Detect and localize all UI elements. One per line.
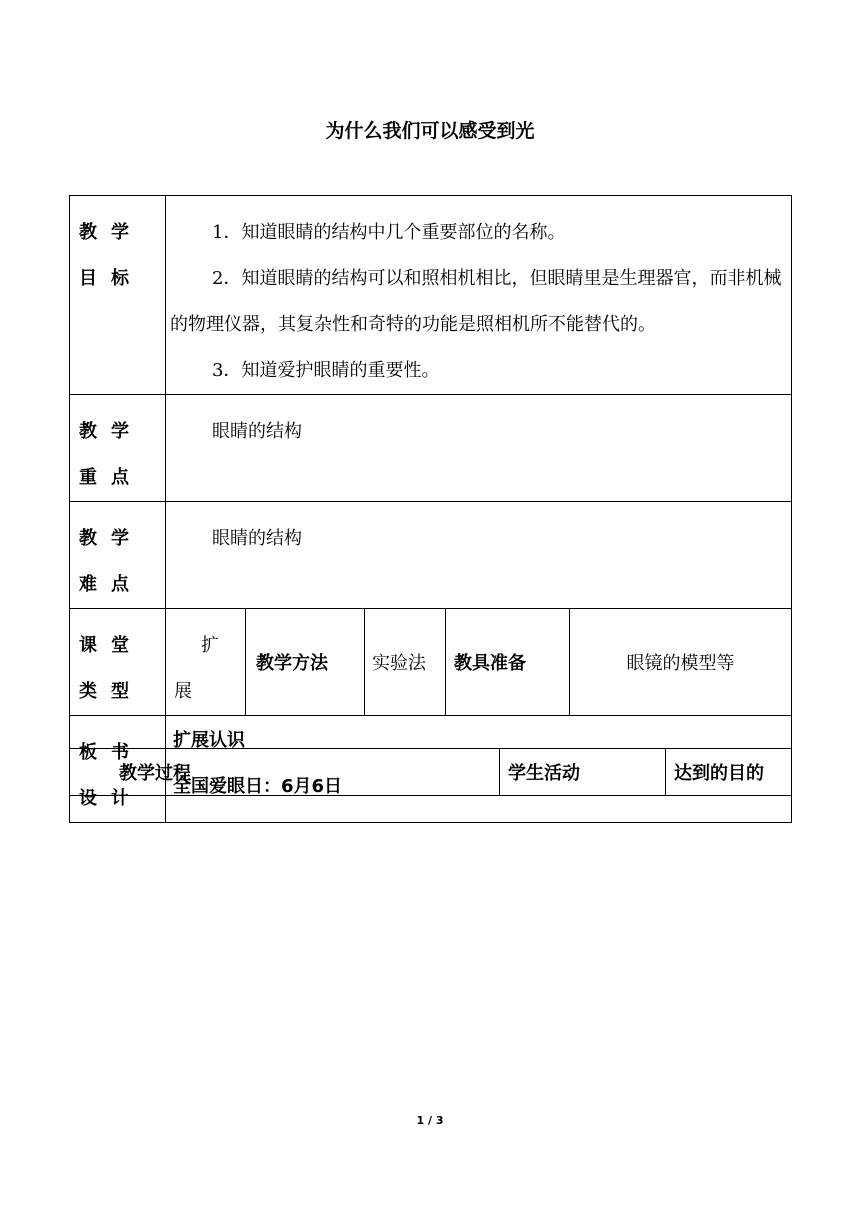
board-line-1: 扩展认识 (173, 730, 245, 751)
label-difficulties: 教学难点 (70, 502, 166, 609)
teaching-tools-value: 眼镜的模型等 (570, 609, 792, 716)
label-board-design: 板书设计 (70, 716, 166, 823)
key-points-value: 眼睛的结构 (166, 395, 792, 502)
page-number: 1 / 3 (416, 1114, 444, 1127)
row-goals (70, 196, 792, 395)
label-class-type: 课堂类型 (70, 609, 166, 716)
board-line-2: 全国爱眼日：6月6日 (173, 776, 343, 797)
goal-item-3: 3．知道爱护眼睛的重要性。 (212, 360, 440, 381)
difficulties-value: 眼睛的结构 (166, 502, 792, 609)
teaching-goals-cell (166, 196, 792, 395)
page-title: 为什么我们可以感受到光 (325, 120, 535, 142)
process-header-row (70, 749, 792, 796)
header-teaching-process: 教学过程 (70, 749, 500, 796)
row-difficulties (70, 502, 792, 609)
label-teaching-method: 教学方法 (246, 609, 365, 716)
process-header-table (69, 748, 792, 796)
row-key-points (70, 395, 792, 502)
goal-item-1: 1．知道眼睛的结构中几个重要部位的名称。 (212, 222, 566, 243)
lesson-info-table (69, 195, 792, 823)
header-goal-achieved: 达到的目的 (666, 749, 792, 796)
goal-item-2: 2．知道眼睛的结构可以和照相机相比，但眼睛里是生理器官，而非机械的物理仪器，其复杂性和奇特的功能是照相机所不能替代的。 (170, 268, 782, 335)
label-teaching-tools: 教具准备 (446, 609, 570, 716)
label-key-points: 教学重点 (70, 395, 166, 502)
label-teaching-goals: 教学目标 (70, 196, 166, 395)
teaching-method-value: 实验法 (365, 609, 446, 716)
row-class-type (70, 609, 792, 716)
class-type-value: 扩展 (166, 609, 246, 716)
header-student-activity: 学生活动 (500, 749, 666, 796)
